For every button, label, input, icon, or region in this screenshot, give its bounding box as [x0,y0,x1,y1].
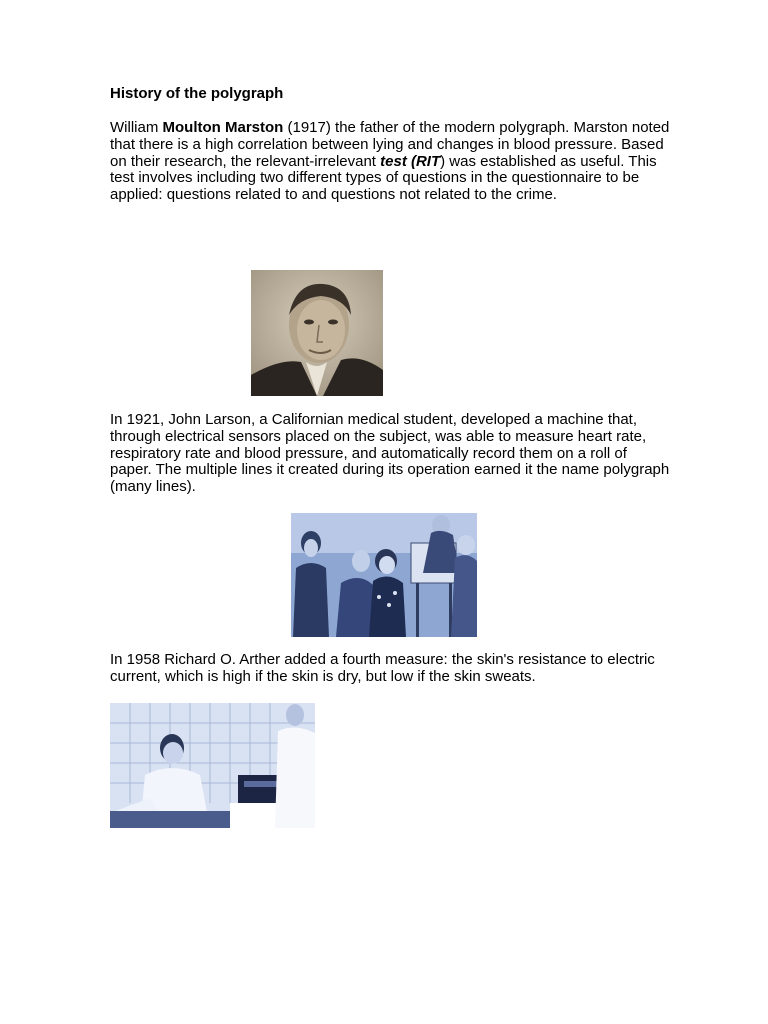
paragraph-larson: In 1921, John Larson, a Californian medical student, developed a machine that, through electrical sensors placed on the subject, was able to measure heart rate, respiratory rate and blood pressure, and automatically record them on a roll of paper. The multiple lines it created during its operation earned it the name polygraph (many lines). [110,411,670,496]
paragraph-text: William [110,119,163,136]
paragraph-arther: In 1958 Richard O. Arther added a fourth measure: the skin's resistance to electric current, which is high if the skin is dry, but low if the skin sweats. [110,651,655,685]
paragraph-text: ) was established as useful. This test involves including two different types of questions in the questionnaire to be applied: questions related to and questions not related to the crime. [110,152,657,204]
bold-name: Moulton Marston [162,119,284,136]
marston-portrait-photo [251,270,383,396]
larson-polygraph-photo [291,513,477,637]
bold-italic-term: test (RIT [380,152,441,170]
paragraph-marston [110,120,670,204]
arther-polygraph-photo [110,703,315,828]
paragraph-text: (1917) the father of the modern polygraph. Marston noted that there is a high correlation between lying and changes in blood pressure. Based on their research, the relevant-irrelevant [110,119,670,170]
document-title: History of the polygraph [110,85,284,102]
